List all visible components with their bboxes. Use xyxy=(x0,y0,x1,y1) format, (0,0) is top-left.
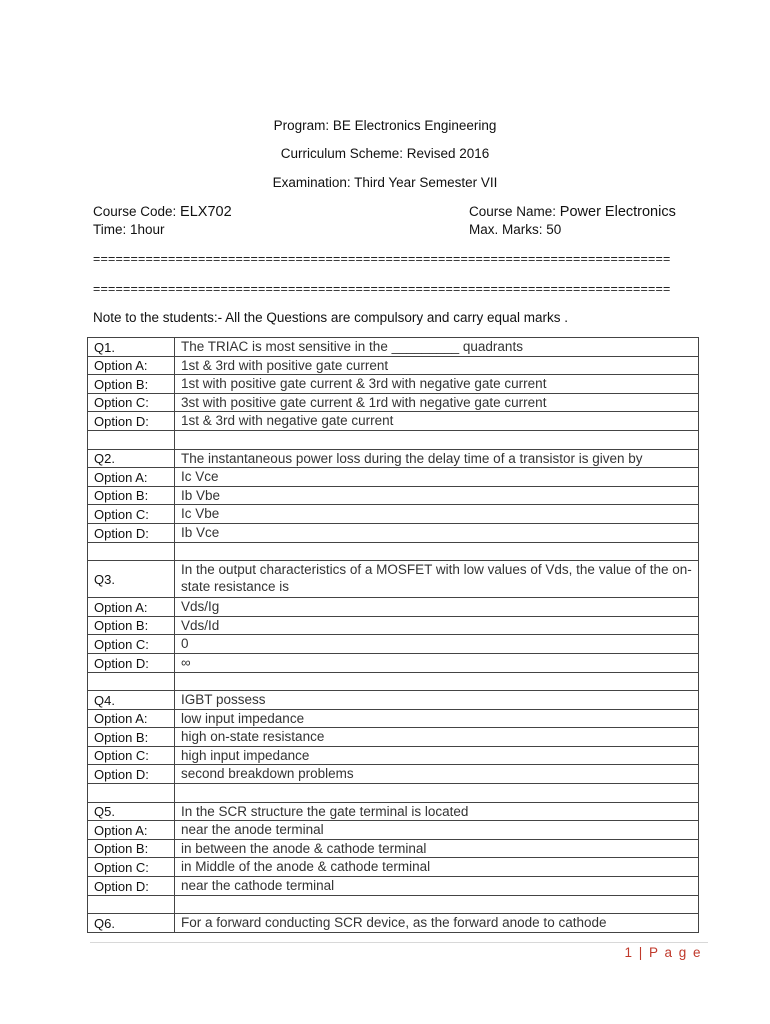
option-label: Option C: xyxy=(88,858,175,877)
time-line: Time: 1hour xyxy=(93,222,165,237)
question-text: In the output characteristics of a MOSFET with low values of Vds, the value of the on-state resistance is xyxy=(175,561,699,598)
question-text: The TRIAC is most sensitive in the _________ quadrants xyxy=(175,338,699,357)
option-text: Ic Vce xyxy=(175,468,699,487)
option-row xyxy=(88,393,699,412)
question-text: In the SCR structure the gate terminal is located xyxy=(175,802,699,821)
course-code xyxy=(93,204,232,220)
option-row xyxy=(88,356,699,375)
footer-divider xyxy=(90,942,708,943)
option-text: 0 xyxy=(175,635,699,654)
option-label: Option D: xyxy=(88,765,175,784)
spacer-row xyxy=(88,672,699,691)
spacer-row xyxy=(88,542,699,561)
option-label: Option B: xyxy=(88,839,175,858)
question-row xyxy=(88,338,699,357)
option-label: Option C: xyxy=(88,635,175,654)
option-row xyxy=(88,821,699,840)
questions-table xyxy=(87,337,699,933)
question-label: Q6. xyxy=(88,914,175,933)
option-text: 1st & 3rd with negative gate current xyxy=(175,412,699,431)
question-row xyxy=(88,914,699,933)
question-label: Q4. xyxy=(88,691,175,710)
option-text: 3st with positive gate current & 1rd with negative gate current xyxy=(175,393,699,412)
option-row xyxy=(88,858,699,877)
option-row xyxy=(88,709,699,728)
option-text: in between the anode & cathode terminal xyxy=(175,839,699,858)
option-row xyxy=(88,598,699,617)
examination-line: Examination: Third Year Semester VII xyxy=(272,175,498,190)
option-label: Option A: xyxy=(88,821,175,840)
page-number: 1 | P a g e xyxy=(624,945,702,960)
separator-line: ============================================================================= xyxy=(93,252,671,266)
question-row xyxy=(88,691,699,710)
option-row xyxy=(88,746,699,765)
option-row xyxy=(88,635,699,654)
question-label: Q5. xyxy=(88,802,175,821)
option-text: 1st with positive gate current & 3rd with negative gate current xyxy=(175,375,699,394)
option-row xyxy=(88,486,699,505)
option-label: Option C: xyxy=(88,746,175,765)
option-label: Option A: xyxy=(88,598,175,617)
question-row xyxy=(88,449,699,468)
option-row xyxy=(88,505,699,524)
option-row xyxy=(88,523,699,542)
option-label: Option D: xyxy=(88,412,175,431)
option-text: 1st & 3rd with positive gate current xyxy=(175,356,699,375)
course-name-label: Course Name: xyxy=(469,204,560,219)
option-label: Option C: xyxy=(88,393,175,412)
option-text: Vds/Id xyxy=(175,616,699,635)
option-label: Option B: xyxy=(88,375,175,394)
option-label: Option B: xyxy=(88,486,175,505)
question-label: Q1. xyxy=(88,338,175,357)
option-text: near the cathode terminal xyxy=(175,877,699,896)
option-text: second breakdown problems xyxy=(175,765,699,784)
option-label: Option B: xyxy=(88,728,175,747)
option-text: Ib Vbe xyxy=(175,486,699,505)
max-marks-line: Max. Marks: 50 xyxy=(469,222,562,237)
option-label: Option D: xyxy=(88,653,175,672)
option-label: Option A: xyxy=(88,709,175,728)
question-text: For a forward conducting SCR device, as the forward anode to cathode xyxy=(175,914,699,933)
program-line: Program: BE Electronics Engineering xyxy=(273,118,497,133)
question-label: Q3. xyxy=(88,561,175,598)
option-row xyxy=(88,653,699,672)
spacer-row xyxy=(88,895,699,914)
option-row xyxy=(88,412,699,431)
option-label: Option D: xyxy=(88,877,175,896)
option-text: Ib Vce xyxy=(175,523,699,542)
option-label: Option C: xyxy=(88,505,175,524)
spacer-row xyxy=(88,430,699,449)
question-label: Q2. xyxy=(88,449,175,468)
option-row xyxy=(88,468,699,487)
option-text: high on-state resistance xyxy=(175,728,699,747)
option-label: Option A: xyxy=(88,356,175,375)
course-code-value: ELX702 xyxy=(180,204,232,220)
spacer-row xyxy=(88,784,699,803)
option-row xyxy=(88,839,699,858)
option-text: Ic Vbe xyxy=(175,505,699,524)
option-row xyxy=(88,877,699,896)
course-name-value: Power Electronics xyxy=(559,204,676,220)
students-note: Note to the students:- All the Questions are compulsory and carry equal marks . xyxy=(93,310,568,325)
course-name xyxy=(469,204,676,220)
question-row xyxy=(88,802,699,821)
option-text: low input impedance xyxy=(175,709,699,728)
option-text: in Middle of the anode & cathode terminal xyxy=(175,858,699,877)
separator-line: ============================================================================= xyxy=(93,282,671,296)
question-text: IGBT possess xyxy=(175,691,699,710)
option-row xyxy=(88,616,699,635)
option-text: near the anode terminal xyxy=(175,821,699,840)
option-label: Option B: xyxy=(88,616,175,635)
option-text: high input impedance xyxy=(175,746,699,765)
curriculum-line: Curriculum Scheme: Revised 2016 xyxy=(280,146,490,161)
question-row xyxy=(88,561,699,598)
option-label: Option D: xyxy=(88,523,175,542)
option-text: ∞ xyxy=(175,653,699,672)
option-row xyxy=(88,728,699,747)
option-row xyxy=(88,765,699,784)
course-code-label: Course Code: xyxy=(93,204,181,219)
question-text: The instantaneous power loss during the delay time of a transistor is given by xyxy=(175,449,699,468)
option-row xyxy=(88,375,699,394)
option-label: Option A: xyxy=(88,468,175,487)
option-text: Vds/Ig xyxy=(175,598,699,617)
